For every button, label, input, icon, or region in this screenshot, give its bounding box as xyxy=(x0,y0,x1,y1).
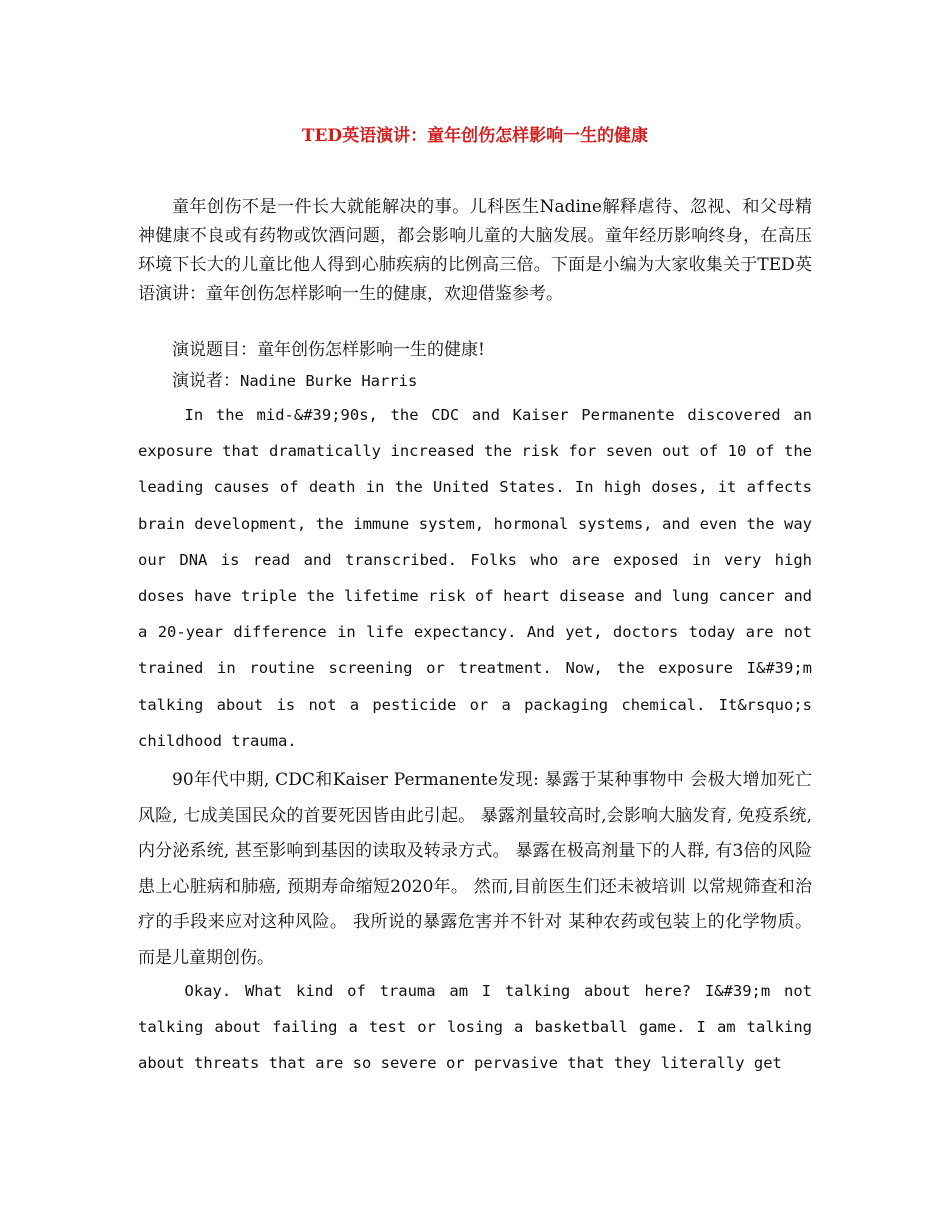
english-paragraph-1: In the mid-&#39;90s, the CDC and Kaiser Permanente discovered an exposure that dramatically increased the risk for seven out of 10 of the leading causes of death in the United States. In high doses, it affects brain development, the immune system, hormonal systems, and even the way our DNA is read and transcribed. Folks who are exposed in very high doses have triple the lifetime risk of heart disease and lung cancer and a 20-year difference in life expectancy. And yet, doctors today are not trained in routine screening or treatment. Now, the exposure I&#39;m talking about is not a pesticide or a packaging chemical. It&rsquo;s childhood trauma. xyxy=(138,406,812,750)
english-paragraph-2: Okay. What kind of trauma am I talking about here? I&#39;m not talking about failing a test or losing a basketball game. I am talking about threats that are so severe or pervasive that they literally get xyxy=(138,982,812,1073)
topic-line: 演说题目：童年创伤怎样影响一生的健康! xyxy=(172,340,485,360)
document-title: TED英语演讲：童年创伤怎样影响一生的健康 xyxy=(301,126,649,146)
chinese-paragraph-1: 90年代中期, CDC和Kaiser Permanente发现: 暴露于某种事物中 会极大增加死亡风险, 七成美国民众的首要死因皆由此引起。 暴露剂量较高时,会影响大脑发育, 免疫系统,内分泌系统, 甚至影响到基因的读取及转录方式。 暴露在极高剂量下的人群, 有3倍的风险患上心脏病和肺癌, 预期寿命缩短2020年。 然而,目前医生们还未被培训 以常规筛查和治疗的手段来应对这种风险。 我所说的暴露危害并不针对 某种农药或包装上的化学物质。 而是儿童期创伤。 xyxy=(138,770,812,968)
speaker-line xyxy=(138,367,812,396)
speaker-name: Nadine Burke Harris xyxy=(240,372,418,390)
speaker-label: 演说者： xyxy=(172,371,240,391)
intro-paragraph: 童年创伤不是一件长大就能解决的事。儿科医生Nadine解释虐待、忽视、和父母精神健康不良或有药物或饮酒问题，都会影响儿童的大脑发展。童年经历影响终身，在高压环境下长大的儿童比他人得到心肺疾病的比例高三倍。下面是小编为大家收集关于TED英语演讲：童年创伤怎样影响一生的健康，欢迎借鉴参考。 xyxy=(138,197,812,304)
